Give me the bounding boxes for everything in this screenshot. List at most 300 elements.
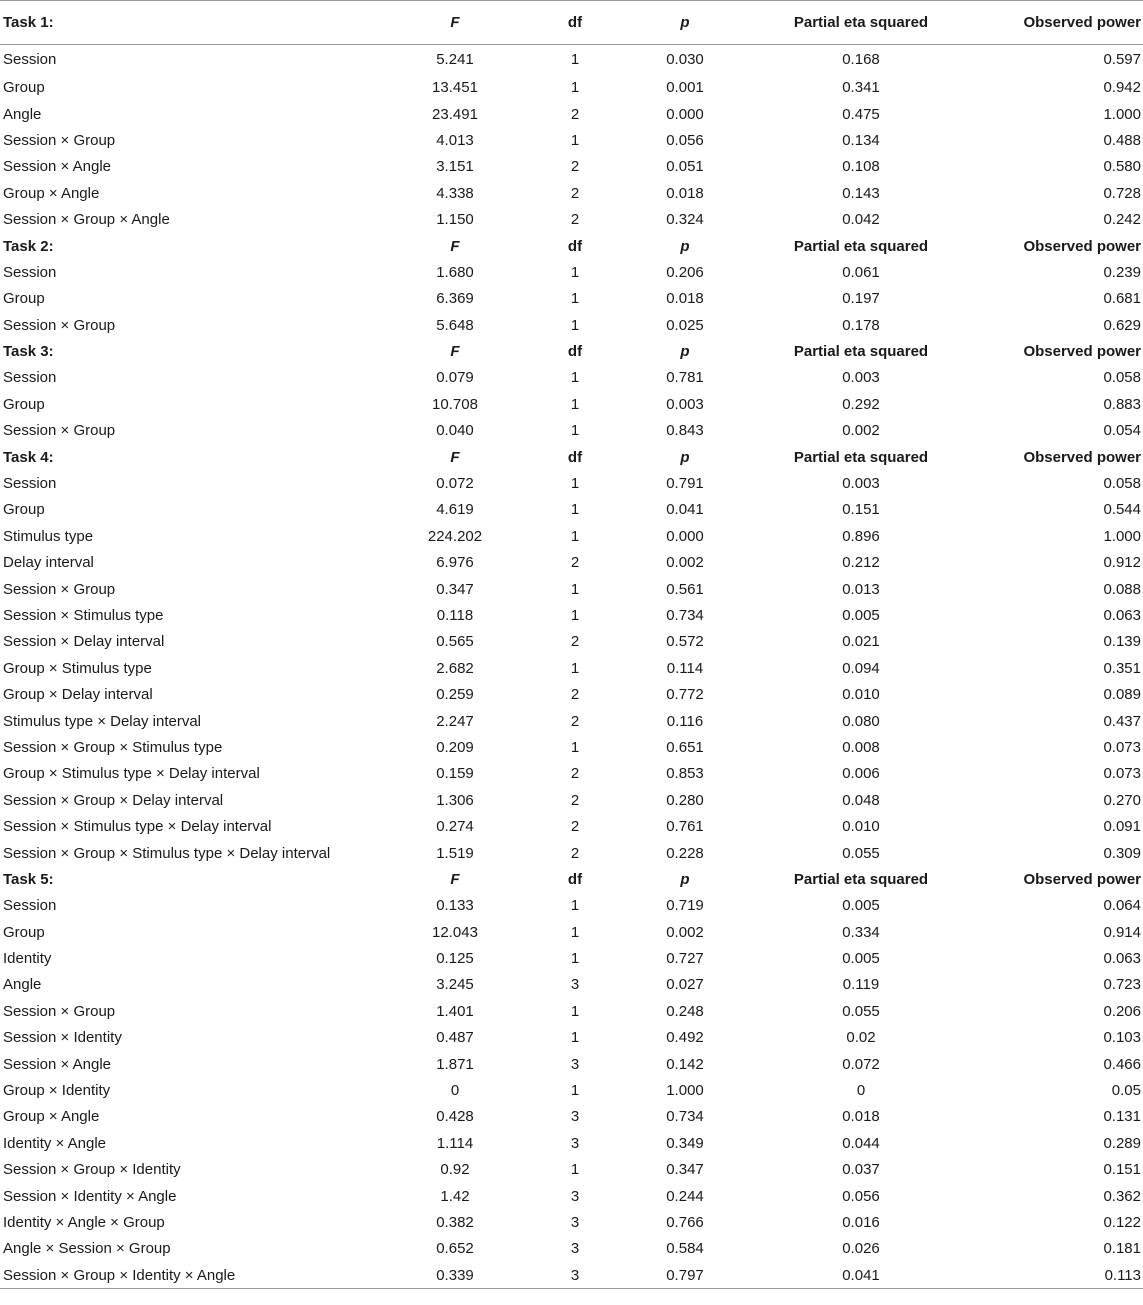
- power-cell: 0.054: [1103, 422, 1141, 440]
- df-cell: 1: [570, 263, 580, 281]
- power-cell: 0.239: [1103, 263, 1141, 281]
- power-cell: 0.914: [1103, 923, 1141, 941]
- table-row: [0, 1104, 1143, 1130]
- p-cell: 0.206: [666, 263, 704, 281]
- table-row: [0, 75, 1143, 101]
- p-cell: 0.781: [666, 369, 704, 387]
- F-cell: 0.347: [436, 580, 474, 598]
- F-cell: 5.241: [436, 51, 474, 69]
- table-row: [0, 497, 1143, 523]
- df-cell: 2: [570, 686, 580, 704]
- F-cell: 0.274: [436, 818, 474, 836]
- col-header-F: F: [450, 343, 460, 361]
- F-cell: 6.369: [436, 290, 474, 308]
- eta-cell: 0.02: [846, 1029, 876, 1047]
- df-cell: 3: [570, 1108, 580, 1126]
- df-cell: 1: [570, 897, 580, 915]
- eta-cell: 0.013: [842, 580, 880, 598]
- table-row: [0, 893, 1143, 919]
- eta-cell: 0.016: [842, 1213, 880, 1231]
- p-cell: 0.791: [666, 475, 704, 493]
- col-header-power: Observed power: [1023, 237, 1141, 255]
- col-header-eta: Partial eta squared: [793, 237, 929, 255]
- df-cell: 1: [570, 1002, 580, 1020]
- df-cell: 2: [570, 211, 580, 229]
- eta-cell: 0.334: [842, 923, 880, 941]
- eta-cell: 0.143: [842, 184, 880, 202]
- F-cell: 0.072: [436, 475, 474, 493]
- df-cell: 1: [570, 369, 580, 387]
- power-cell: 0.466: [1103, 1055, 1141, 1073]
- F-cell: 0.339: [436, 1266, 474, 1284]
- col-header-p: p: [680, 448, 690, 466]
- col-header-eta: Partial eta squared: [793, 14, 929, 31]
- table-row: [0, 708, 1143, 734]
- p-cell: 0.727: [666, 950, 704, 968]
- table-row: [0, 286, 1143, 312]
- p-cell: 0.572: [666, 633, 704, 651]
- table-row: [0, 998, 1143, 1024]
- power-cell: 0.362: [1103, 1187, 1141, 1205]
- F-cell: 0.652: [436, 1240, 474, 1258]
- eta-cell: 0.005: [842, 897, 880, 915]
- p-cell: 0.116: [666, 712, 704, 730]
- F-cell: 1.150: [436, 211, 474, 229]
- df-cell: 1: [570, 79, 580, 97]
- p-cell: 0.324: [666, 211, 704, 229]
- effect-cell: Session: [3, 263, 57, 281]
- task-label: Task 1:: [3, 14, 54, 31]
- eta-cell: 0.003: [842, 475, 880, 493]
- df-cell: 1: [570, 1029, 580, 1047]
- table-row: [0, 550, 1143, 576]
- df-cell: 2: [570, 633, 580, 651]
- table-row: [0, 180, 1143, 206]
- effect-cell: Session × Stimulus type × Delay interval: [3, 818, 272, 836]
- p-cell: 0.766: [666, 1213, 704, 1231]
- table-row: [0, 681, 1143, 707]
- df-cell: 3: [570, 1240, 580, 1258]
- eta-cell: 0.178: [842, 316, 880, 334]
- effect-cell: Group × Identity: [3, 1082, 111, 1100]
- eta-cell: 0.119: [842, 976, 880, 994]
- df-cell: 1: [570, 475, 580, 493]
- F-cell: 224.202: [427, 527, 483, 545]
- power-cell: 0.113: [1104, 1266, 1141, 1284]
- col-header-p: p: [680, 237, 690, 255]
- F-cell: 0.565: [436, 633, 474, 651]
- effect-cell: Group × Stimulus type: [3, 659, 152, 677]
- F-cell: 0.133: [436, 897, 474, 915]
- p-cell: 0.797: [666, 1266, 704, 1284]
- table-row: [0, 1157, 1143, 1183]
- table-row: [0, 629, 1143, 655]
- table-row: [0, 127, 1143, 153]
- table-row: [0, 418, 1143, 444]
- p-cell: 0.651: [666, 738, 704, 756]
- F-cell: 1.680: [436, 263, 474, 281]
- eta-cell: 0.475: [842, 105, 880, 123]
- eta-cell: 0.212: [842, 554, 880, 572]
- power-cell: 0.597: [1103, 51, 1141, 69]
- table-row: [0, 1183, 1143, 1209]
- table-row: [0, 761, 1143, 787]
- F-cell: 5.648: [436, 316, 474, 334]
- effect-cell: Identity × Angle: [3, 1134, 106, 1152]
- eta-cell: 0.055: [842, 1002, 880, 1020]
- p-cell: 0.003: [666, 395, 704, 413]
- col-header-eta: Partial eta squared: [793, 343, 929, 361]
- F-cell: 0.079: [436, 369, 474, 387]
- effect-cell: Angle: [3, 976, 42, 994]
- power-cell: 0.580: [1103, 158, 1141, 176]
- p-cell: 0.056: [666, 131, 704, 149]
- df-cell: 3: [570, 1213, 580, 1231]
- table-row: [0, 365, 1143, 391]
- eta-cell: 0.151: [842, 501, 880, 519]
- power-cell: 0.122: [1103, 1213, 1141, 1231]
- effect-cell: Stimulus type × Delay interval: [3, 712, 202, 730]
- p-cell: 0.041: [666, 501, 704, 519]
- table-row: [0, 154, 1143, 180]
- table-row: [0, 45, 1143, 75]
- effect-cell: Session × Group: [3, 422, 116, 440]
- df-cell: 2: [570, 712, 580, 730]
- p-cell: 0.584: [666, 1240, 704, 1258]
- F-cell: 0.209: [436, 738, 474, 756]
- task-label: Task 5:: [3, 870, 54, 888]
- eta-cell: 0.003: [842, 369, 880, 387]
- task-label: Task 2:: [3, 237, 54, 255]
- p-cell: 0.002: [666, 923, 704, 941]
- effect-cell: Session × Stimulus type: [3, 607, 164, 624]
- effect-cell: Session × Group: [3, 316, 116, 334]
- effect-cell: Session × Angle: [3, 158, 111, 176]
- df-cell: 3: [570, 1266, 580, 1284]
- table-row: [0, 840, 1143, 866]
- eta-cell: 0.041: [842, 1266, 880, 1284]
- eta-cell: 0.197: [842, 290, 880, 308]
- F-cell: 4.619: [436, 501, 474, 519]
- F-cell: 12.043: [432, 923, 478, 941]
- df-cell: 2: [570, 554, 580, 572]
- eta-cell: 0.006: [842, 765, 880, 783]
- table-row: [0, 1025, 1143, 1051]
- F-cell: 1.519: [436, 844, 474, 862]
- power-cell: 0.437: [1103, 712, 1141, 730]
- effect-cell: Session: [3, 51, 57, 69]
- effect-cell: Session × Group × Stimulus type × Delay interval: [3, 844, 331, 862]
- df-cell: 1: [570, 1161, 580, 1179]
- power-cell: 0.181: [1103, 1240, 1141, 1258]
- effect-cell: Angle: [3, 105, 42, 123]
- df-cell: 1: [570, 659, 580, 677]
- col-header-df: df: [567, 870, 583, 888]
- power-cell: 0.488: [1103, 131, 1141, 149]
- F-cell: 4.338: [436, 184, 474, 202]
- df-cell: 2: [570, 765, 580, 783]
- effect-cell: Session × Identity × Angle: [3, 1187, 177, 1205]
- col-header-F: F: [450, 870, 460, 888]
- F-cell: 0.382: [436, 1213, 474, 1231]
- task-label: Task 3:: [3, 343, 54, 361]
- col-header-p: p: [680, 14, 690, 31]
- power-cell: 0.151: [1103, 1161, 1141, 1179]
- eta-cell: 0.094: [842, 659, 880, 677]
- power-cell: 0.728: [1103, 184, 1141, 202]
- effect-cell: Session: [3, 475, 57, 493]
- power-cell: 0.063: [1103, 950, 1141, 968]
- effect-cell: Session × Group × Angle: [3, 211, 170, 229]
- F-cell: 0.159: [436, 765, 474, 783]
- F-cell: 2.247: [436, 712, 474, 730]
- power-cell: 0.073: [1103, 765, 1141, 783]
- df-cell: 1: [570, 923, 580, 941]
- F-cell: 1.114: [436, 1134, 474, 1152]
- eta-cell: 0.292: [842, 395, 880, 413]
- p-cell: 0.561: [666, 580, 704, 598]
- effect-cell: Group × Stimulus type × Delay interval: [3, 765, 260, 783]
- eta-cell: 0.168: [842, 51, 880, 69]
- effect-cell: Session × Group × Delay interval: [3, 791, 224, 809]
- table-row: [0, 206, 1143, 232]
- df-cell: 3: [570, 976, 580, 994]
- table-row: [0, 655, 1143, 681]
- p-cell: 0.244: [666, 1187, 704, 1205]
- effect-cell: Group: [3, 501, 45, 519]
- power-cell: 0.103: [1103, 1029, 1141, 1047]
- effect-cell: Group × Delay interval: [3, 686, 153, 704]
- power-cell: 0.912: [1103, 554, 1141, 572]
- eta-cell: 0.896: [842, 527, 880, 545]
- power-cell: 0.05: [1111, 1082, 1141, 1100]
- F-cell: 0.428: [436, 1108, 474, 1126]
- effect-cell: Session × Group: [3, 580, 116, 598]
- effect-cell: Session × Angle: [3, 1055, 111, 1073]
- F-cell: 0.125: [436, 950, 474, 968]
- col-header-power: Observed power: [1023, 14, 1141, 31]
- col-header-df: df: [567, 343, 583, 361]
- table-row: [0, 1236, 1143, 1262]
- eta-cell: 0.108: [842, 158, 880, 176]
- power-cell: 0.091: [1103, 818, 1141, 836]
- col-header-power: Observed power: [1023, 448, 1141, 466]
- effect-cell: Session × Group: [3, 1002, 116, 1020]
- col-header-F: F: [450, 448, 460, 466]
- effect-cell: Group × Angle: [3, 184, 100, 202]
- col-header-F: F: [450, 237, 460, 255]
- F-cell: 1.42: [440, 1187, 470, 1205]
- df-cell: 1: [570, 422, 580, 440]
- effect-cell: Session × Group: [3, 131, 116, 149]
- F-cell: 0.118: [436, 607, 474, 624]
- table-row: [0, 576, 1143, 602]
- df-cell: 1: [570, 1082, 580, 1100]
- p-cell: 0.000: [666, 105, 704, 123]
- eta-cell: 0.044: [842, 1134, 880, 1152]
- power-cell: 0.629: [1103, 316, 1141, 334]
- effect-cell: Session × Group × Identity: [3, 1161, 181, 1179]
- p-cell: 0.734: [666, 1108, 704, 1126]
- effect-cell: Group × Angle: [3, 1108, 100, 1126]
- eta-cell: 0.056: [842, 1187, 880, 1205]
- col-header-eta: Partial eta squared: [793, 448, 929, 466]
- table-row: [0, 919, 1143, 945]
- eta-cell: 0.010: [842, 686, 880, 704]
- power-cell: 0.206: [1103, 1002, 1141, 1020]
- task-header-row: [0, 444, 1143, 470]
- F-cell: 10.708: [432, 395, 478, 413]
- effect-cell: Stimulus type: [3, 527, 94, 545]
- table-body: [0, 45, 1143, 1289]
- effect-cell: Delay interval: [3, 554, 94, 572]
- table-row: [0, 1077, 1143, 1103]
- power-cell: 0.058: [1103, 475, 1141, 493]
- task-label: Task 4:: [3, 448, 54, 466]
- table-row: [0, 787, 1143, 813]
- df-cell: 3: [570, 1055, 580, 1073]
- df-cell: 1: [570, 950, 580, 968]
- table-row: [0, 259, 1143, 285]
- task-header-row: [0, 233, 1143, 259]
- power-cell: 0.289: [1103, 1134, 1141, 1152]
- p-cell: 0.001: [666, 79, 704, 97]
- power-cell: 0.064: [1103, 897, 1141, 915]
- task-header-row: [0, 866, 1143, 892]
- eta-cell: 0.005: [842, 950, 880, 968]
- eta-cell: 0.042: [842, 211, 880, 229]
- power-cell: 0.270: [1103, 791, 1141, 809]
- col-header-df: df: [567, 237, 583, 255]
- eta-cell: 0.002: [842, 422, 880, 440]
- df-cell: 1: [570, 316, 580, 334]
- df-cell: 2: [570, 105, 580, 123]
- effect-cell: Group: [3, 290, 45, 308]
- p-cell: 1.000: [666, 1082, 704, 1100]
- eta-cell: 0.061: [842, 263, 880, 281]
- effect-cell: Group: [3, 79, 45, 97]
- df-cell: 2: [570, 184, 580, 202]
- eta-cell: 0.021: [842, 633, 880, 651]
- power-cell: 1.000: [1103, 105, 1141, 123]
- eta-cell: 0: [856, 1082, 866, 1100]
- effect-cell: Group: [3, 395, 45, 413]
- eta-cell: 0.341: [842, 79, 880, 97]
- F-cell: 1.401: [436, 1002, 474, 1020]
- p-cell: 0.051: [666, 158, 704, 176]
- eta-cell: 0.055: [842, 844, 880, 862]
- eta-cell: 0.048: [842, 791, 880, 809]
- effect-cell: Session: [3, 897, 57, 915]
- power-cell: 0.089: [1103, 686, 1141, 704]
- df-cell: 1: [570, 580, 580, 598]
- p-cell: 0.843: [666, 422, 704, 440]
- power-cell: 0.309: [1103, 844, 1141, 862]
- p-cell: 0.142: [666, 1055, 704, 1073]
- table-row: [0, 945, 1143, 971]
- p-cell: 0.228: [666, 844, 704, 862]
- F-cell: 3.245: [436, 976, 474, 994]
- F-cell: 0.92: [440, 1161, 470, 1179]
- F-cell: 0.040: [436, 422, 474, 440]
- F-cell: 0: [450, 1082, 460, 1100]
- df-cell: 2: [570, 158, 580, 176]
- power-cell: 0.073: [1103, 738, 1141, 756]
- df-cell: 2: [570, 791, 580, 809]
- p-cell: 0.853: [666, 765, 704, 783]
- p-cell: 0.347: [666, 1161, 704, 1179]
- df-cell: 1: [570, 395, 580, 413]
- effect-cell: Group: [3, 923, 45, 941]
- col-header-eta: Partial eta squared: [793, 870, 929, 888]
- col-header-power: Observed power: [1023, 870, 1141, 888]
- p-cell: 0.349: [666, 1134, 704, 1152]
- effect-cell: Identity: [3, 950, 52, 968]
- table-row: [0, 734, 1143, 760]
- effect-cell: Identity × Angle × Group: [3, 1213, 165, 1231]
- power-cell: 0.242: [1103, 211, 1141, 229]
- table-row: [0, 391, 1143, 417]
- col-header-df: df: [567, 448, 583, 466]
- p-cell: 0.030: [666, 51, 704, 69]
- F-cell: 0.487: [436, 1029, 474, 1047]
- df-cell: 1: [570, 607, 580, 624]
- power-cell: 0.063: [1103, 607, 1141, 624]
- eta-cell: 0.080: [842, 712, 880, 730]
- df-cell: 3: [570, 1134, 580, 1152]
- header-row: [0, 1, 1143, 45]
- table-row: [0, 470, 1143, 496]
- table-row: [0, 523, 1143, 549]
- effect-cell: Session × Group × Stimulus type: [3, 738, 223, 756]
- col-header-p: p: [680, 343, 690, 361]
- F-cell: 3.151: [436, 158, 474, 176]
- F-cell: 6.976: [436, 554, 474, 572]
- df-cell: 1: [570, 501, 580, 519]
- table-row: [0, 312, 1143, 338]
- effect-cell: Session × Delay interval: [3, 633, 165, 651]
- p-cell: 0.761: [666, 818, 704, 836]
- p-cell: 0.002: [666, 554, 704, 572]
- F-cell: 1.306: [436, 791, 474, 809]
- eta-cell: 0.134: [842, 131, 880, 149]
- effect-cell: Angle × Session × Group: [3, 1240, 171, 1258]
- p-cell: 0.018: [666, 184, 704, 202]
- F-cell: 1.871: [436, 1055, 474, 1073]
- F-cell: 23.491: [432, 105, 478, 123]
- p-cell: 0.027: [666, 976, 704, 994]
- power-cell: 0.681: [1103, 290, 1141, 308]
- F-cell: 4.013: [436, 131, 474, 149]
- eta-cell: 0.072: [842, 1055, 880, 1073]
- effect-cell: Session: [3, 369, 57, 387]
- table-row: [0, 101, 1143, 127]
- power-cell: 0.351: [1103, 659, 1141, 677]
- eta-cell: 0.010: [842, 818, 880, 836]
- F-cell: 2.682: [436, 659, 474, 677]
- effect-cell: Session × Identity: [3, 1029, 122, 1047]
- F-cell: 0.259: [436, 686, 474, 704]
- col-header-F: F: [450, 14, 460, 31]
- p-cell: 0.719: [666, 897, 704, 915]
- effect-cell: Session × Group × Identity × Angle: [3, 1266, 236, 1284]
- task-header-row: [0, 338, 1143, 364]
- power-cell: 0.883: [1103, 395, 1141, 413]
- power-cell: 0.723: [1103, 976, 1141, 994]
- eta-cell: 0.026: [842, 1240, 880, 1258]
- power-cell: 0.131: [1103, 1108, 1141, 1126]
- eta-cell: 0.018: [842, 1108, 880, 1126]
